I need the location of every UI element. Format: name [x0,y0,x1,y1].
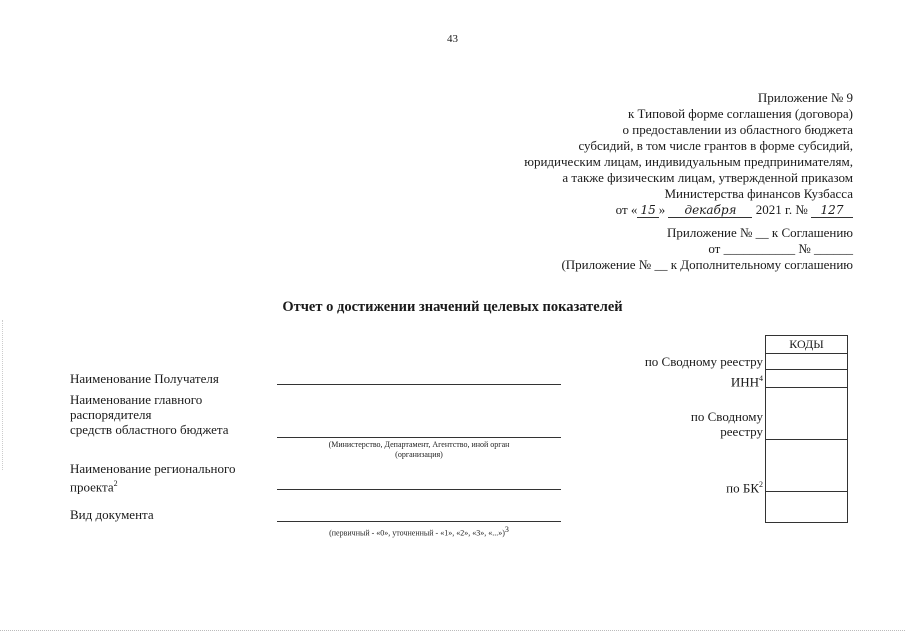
code-cell-inn[interactable] [766,370,847,388]
order-year: 2021 г. № [755,202,808,217]
doc-type-note: (первичный - «0», уточненный - «1», «2», «3», «...»)$^3$ [329,525,509,538]
inn-label: ИНН$^4$ [730,374,763,390]
manager-note [277,440,561,460]
order-mid: » [658,202,666,217]
manager-label-line-1: Наименование главного [70,392,203,407]
header-line-5: юридическим лицам, индивидуальным предпринимателям, [524,154,853,169]
manager-line[interactable] [277,437,561,438]
header-line-7: Министерства финансов Кузбасса [664,186,853,201]
registry2-label-line-2: реестру [720,424,763,439]
approval-header [473,90,853,218]
header-line-3: о предоставлении из областного бюджета [622,122,853,137]
manager-label [70,392,229,437]
manager-label-line-3: средств областного бюджета [70,422,229,437]
header-line-4: субсидий, в том числе грантов в форме субсидий, [578,138,853,153]
order-day-handwritten: 15 [637,204,658,218]
code-cell-doc-type[interactable] [766,492,847,522]
manager-note-line-1: (Министерство, Департамент, Агентство, иной орган [328,440,510,449]
doc-type-label: Вид документа [70,507,154,522]
recipient-label: Наименование Получателя [70,371,219,386]
header-line-6: а также физическим лицам, утвержденной приказом [562,170,853,185]
inn-footnote-mark: 4 [759,374,763,383]
bk-footnote-mark: 2 [759,480,763,489]
registry2-label [580,409,763,439]
header-line-1: Приложение № 9 [757,90,853,105]
bk-label: по $БК^2$ [726,480,763,496]
recipient-line[interactable] [277,384,561,385]
manager-label-line-2: распорядителя [70,407,152,422]
code-cell-registry2[interactable] [766,388,847,440]
code-cell-registry[interactable] [766,354,847,370]
appendix-block [473,225,853,273]
appendix-line-2: от ___________ № ______ [708,241,853,256]
order-prefix: от « [615,202,638,217]
registry2-label-line-1: по Сводному [690,409,763,424]
project-label-line-1: Наименование регионального [70,461,236,476]
codes-table [765,335,848,523]
appendix-line-3: (Приложение № __ к Дополнительному соглашению [561,257,853,272]
project-line[interactable] [277,489,561,490]
order-date-line [473,202,853,218]
registry-label: по Сводному реестру [644,354,763,369]
header-line-2: к Типовой форме соглашения (договора) [627,106,853,121]
project-label-line-2: проекта$^2$ [70,479,118,495]
order-number-handwritten: 127 [811,204,853,218]
appendix-line-1: Приложение № __ к Соглашению [667,225,853,240]
project-footnote-mark: 2 [113,479,118,488]
order-month-handwritten: декабря [668,204,752,218]
doc-type-line[interactable] [277,521,561,522]
code-cell-bk[interactable] [766,440,847,492]
bottom-scan-edge [0,630,905,631]
doc-type-footnote-mark: 3 [504,525,509,534]
scan-edge-artifact [2,320,4,470]
page-number: 43 [447,33,458,45]
document-title: Отчет о достижении значений целевых показателей [282,299,623,315]
project-label [70,461,236,494]
codes-header: КОДЫ [766,336,847,354]
manager-note-line-2: (организация) [395,450,443,459]
